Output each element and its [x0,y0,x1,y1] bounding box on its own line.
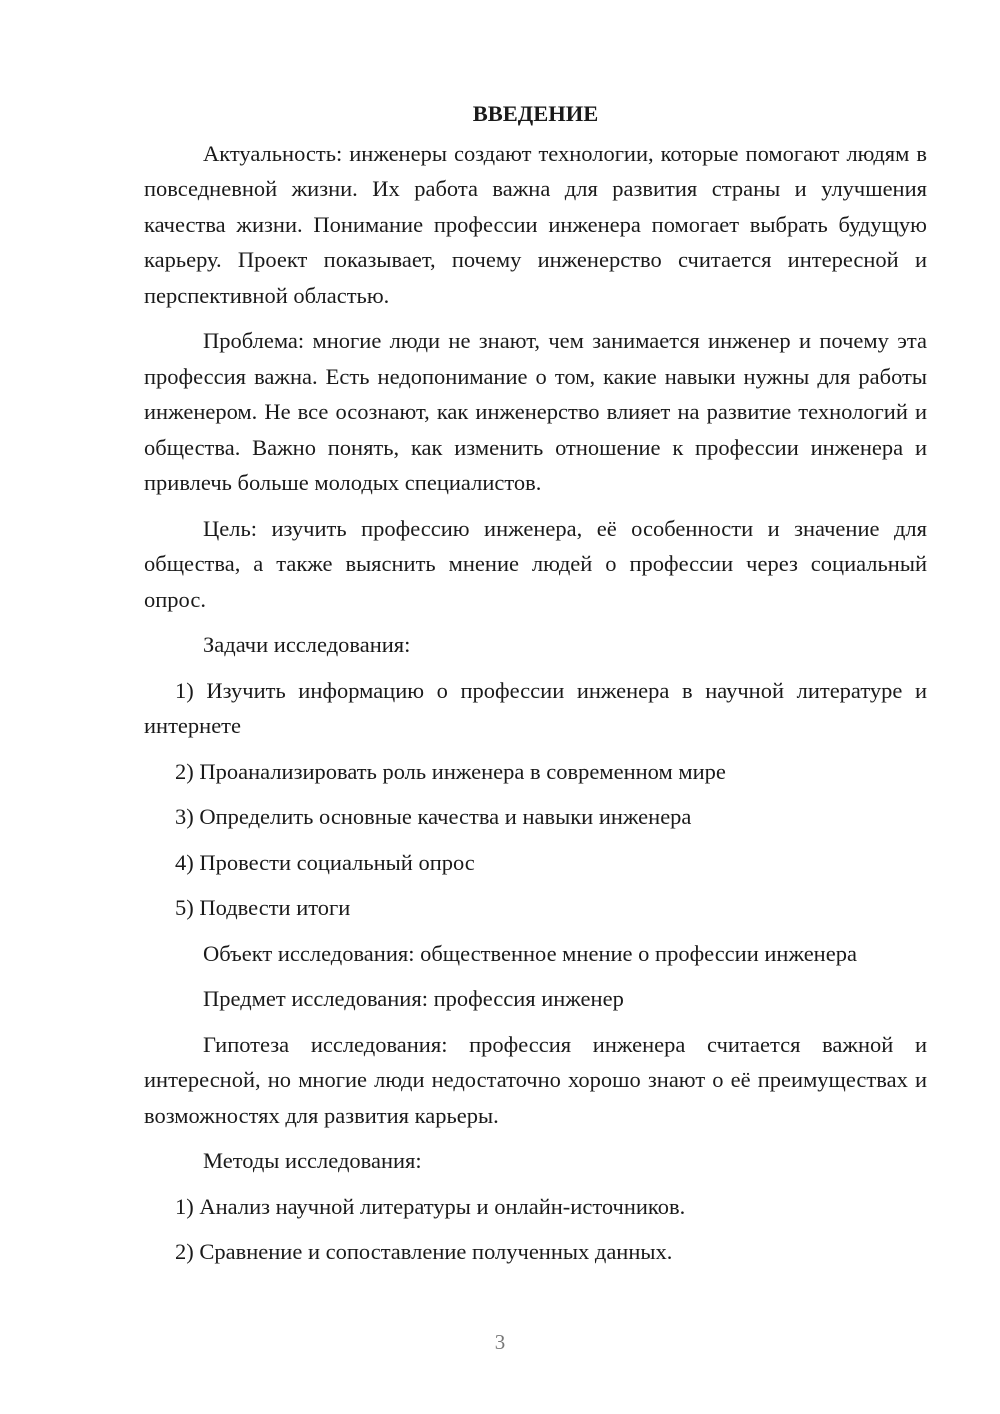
relevance-paragraph: Актуальность: инженеры создают технологии, которые помогают людям в повседневной жизни. Их работа важна для развития страны и улучшения качества жизни. Понимание профессии инженера помогает выбрать будущую карьеру. Проект показывает, почему инженерство считается интересной и перспективной областью. [144,140,927,308]
methods-heading: Методы исследования: [203,1148,422,1173]
task-item-3: 3) Определить основные качества и навыки инженера [175,804,692,829]
hypothesis-paragraph: Гипотеза исследования: профессия инженера считается важной и интересной, но многие люди недостаточно хорошо знают о её преимуществах и возможностях для развития карьеры. [144,1031,927,1128]
subject-paragraph: Предмет исследования: профессия инженер [203,986,624,1011]
task-item-1: 1) Изучить информацию о профессии инженера в научной литературе и интернете [144,677,927,738]
problem-paragraph: Проблема: многие люди не знают, чем занимается инженер и почему эта профессия важна. Есть недопонимание о том, какие навыки нужны для работы инженером. Не все осознают, как инженерство влияет на развитие технологий и общества. Важно понять, как изменить отношение к профессии инженера и привлечь больше молодых специалистов. [144,328,927,495]
task-item-5: 5) Подвести итоги [175,895,351,920]
page-number: 3 [494,1330,506,1354]
tasks-heading: Задачи исследования: [203,632,411,657]
object-paragraph: Объект исследования: общественное мнение о профессии инженера [203,940,857,966]
task-item-4: 4) Провести социальный опрос [175,849,475,875]
method-item-2: 2) Сравнение и сопоставление полученных данных. [175,1239,673,1264]
task-item-2: 2) Проанализировать роль инженера в современном мире [175,758,726,784]
section-title: ВВЕДЕНИЕ [472,101,599,126]
method-item-1: 1) Анализ научной литературы и онлайн-источников. [175,1193,686,1219]
goal-paragraph: Цель: изучить профессию инженера, её особенности и значение для общества, а также выяснить мнение людей о профессии через социальный опрос. [144,515,927,612]
page-content [144,96,927,1280]
